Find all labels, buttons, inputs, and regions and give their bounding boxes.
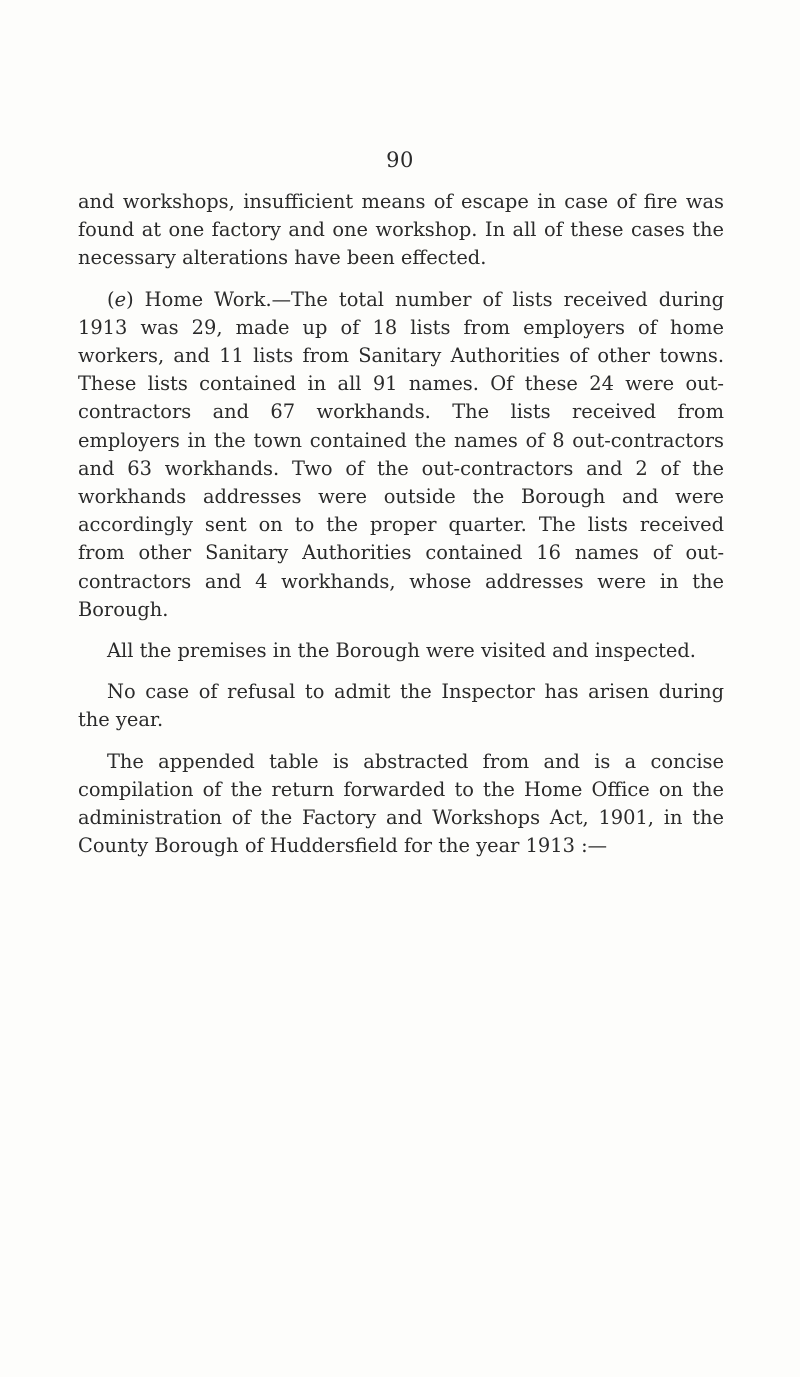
paragraph-label-letter: e [114, 287, 127, 311]
paragraph-escape-means: and workshops, insufficient means of escape in case of fire was found at one factory and one workshop. In all of these cases the necessary alterations have been effected. [78, 190, 724, 270]
body-text [78, 188, 724, 860]
page-number: 90 [386, 148, 414, 172]
paragraph-appended-table: The appended table is abstracted from and is a concise compilation of the return forwarded to the Home Office on the administration of the Factory and Workshops Act, 1901, in the County Borough of Huddersfield for the year 1913 :— [78, 749, 724, 858]
paragraph-home-work-text: ) Home Work.—The total number of lists received during 1913 was 29, made up of 18 lists from employers of home workers, and 11 lists from Sanitary Authorities of other towns. These lists contained in all 91 names. Of these 24 were out-contractors and 67 workhands. The lists received from employers in the town contained the names of 8 out-contractors and 63 workhands. Two of the out-contractors and 2 of the workhands addresses were outside the Borough and were accordingly sent on to the proper quarter. The lists received from other Sanitary Authorities contained 16 names of out-contractors and 4 workhands, whose addresses were in the Borough. [78, 287, 724, 621]
paragraph-no-refusal: No case of refusal to admit the Inspector has arisen during the year. [78, 680, 724, 732]
paragraph-label-open: ( [107, 287, 115, 311]
paragraph-premises-visited: All the premises in the Borough were visited and inspected. [107, 639, 696, 663]
paragraph-home-work [78, 286, 724, 624]
